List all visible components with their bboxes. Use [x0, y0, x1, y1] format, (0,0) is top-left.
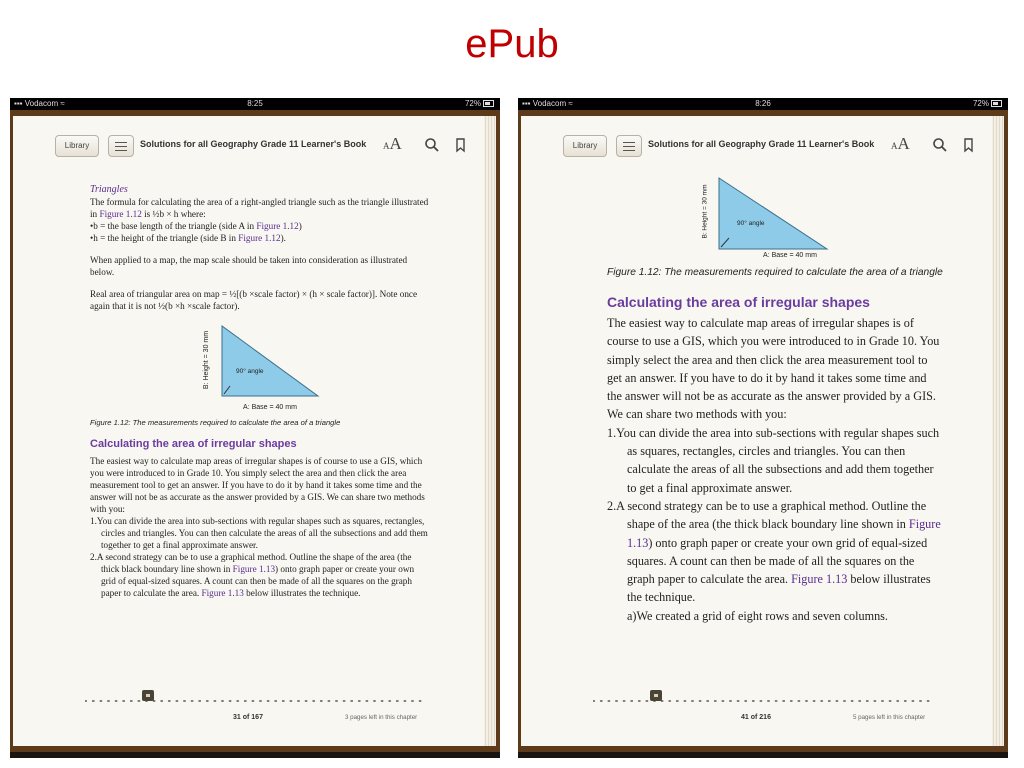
pages-left: 5 pages left in this chapter	[853, 714, 926, 721]
toc-button[interactable]	[616, 135, 642, 157]
battery-status: 72%	[465, 98, 494, 110]
search-icon	[424, 137, 440, 153]
battery-icon	[483, 100, 494, 107]
bullet-b: •b = the base length of the triangle (side A in Figure 1.12)	[90, 221, 302, 231]
signal-icon: ▪▪▪	[522, 99, 531, 108]
book-title: Solutions for all Geography Grade 11 Learner's Book	[648, 139, 875, 149]
ipad-screenshot-right	[518, 98, 1008, 758]
section-heading: Calculating the area of irregular shapes	[607, 294, 870, 310]
section-heading: Calculating the area of irregular shapes	[90, 438, 297, 450]
ipad-screenshot-left	[10, 98, 500, 758]
scrubber-thumb[interactable]	[650, 690, 662, 701]
scrubber-dots	[85, 697, 424, 705]
figure-link[interactable]: Figure 1.13	[791, 572, 848, 587]
angle-label: 90° angle	[737, 220, 765, 227]
status-bar	[518, 98, 1008, 110]
figure-caption: Figure 1.12: The measurements required to calculate the area of a triangle	[607, 267, 943, 278]
base-label: A: Base = 40 mm	[243, 404, 297, 411]
angle-label: 90° angle	[236, 368, 264, 375]
book-frame	[518, 110, 1008, 752]
figure-link[interactable]: Figure 1.12	[256, 221, 299, 231]
paragraph: When applied to a map, the map scale should be taken into consideration as illustrated below.	[90, 255, 408, 277]
list-item: 2.A second strategy can be to use a graphical method. Outline the shape of the area (the thick black boundary line shown in Figure 1.13) onto graph paper or create your own grid of equal-sized squares. A count can then be made of all the squares on the graph paper to calculate the area. Figure 1.13 below illustrates the technique.	[90, 552, 415, 598]
paragraph: The formula for calculating the area of a right-angled triangle such as the triangle illustrated in Figure 1.12 is ½b × h where:	[90, 197, 429, 219]
figure-link[interactable]: Figure 1.12	[99, 209, 142, 219]
book-page[interactable]	[521, 116, 992, 746]
battery-status: 72%	[973, 98, 1002, 110]
reader-toolbar	[13, 134, 484, 158]
scrubber-thumb[interactable]	[142, 690, 154, 701]
list-item: 1.You can divide the area into sub-sections with regular shapes such as squares, rectangles, circles and triangles. You can then calculate the areas of all the subsections and add them together to get a final approximate answer.	[90, 516, 428, 550]
wifi-icon: ≈	[568, 99, 573, 108]
figure-link[interactable]: Figure 1.12	[238, 233, 281, 243]
figure-link[interactable]: Figure 1.13	[627, 517, 941, 550]
triangle-diagram	[607, 176, 943, 262]
bookmark-button[interactable]	[961, 137, 977, 153]
clock: 8:26	[755, 99, 771, 108]
bookmark-icon	[453, 137, 469, 153]
page-content	[607, 176, 943, 625]
triangles-heading: Triangles	[90, 184, 128, 195]
page-scrubber[interactable]	[593, 692, 932, 700]
search-button[interactable]	[932, 137, 948, 153]
status-bar	[10, 98, 500, 110]
page-scrubber[interactable]	[85, 692, 424, 700]
figure-link[interactable]: Figure 1.13	[232, 564, 276, 574]
search-button[interactable]	[424, 137, 440, 153]
slide-title: ePub	[465, 22, 559, 66]
page-footer	[13, 692, 484, 738]
list-item: 2.A second strategy can be to use a graphical method. Outline the shape of the area (the thick black boundary line shown in Figure 1.13) onto graph paper or create your own grid of equal-sized squares. A count can then be made of all the squares on the graph paper to calculate the area. Figure 1.13 below illustrates the technique.	[607, 498, 941, 605]
page-number: 41 of 216	[741, 714, 771, 721]
triangle-figure	[90, 318, 430, 418]
font-size-button[interactable]: AA	[383, 134, 402, 153]
carrier: ▪▪▪ Vodacom ≈	[14, 99, 65, 108]
book-page[interactable]	[13, 116, 484, 746]
list-item: 1.You can divide the area into sub-sections with regular shapes such as squares, rectangles, circles and triangles. You can then calculate the areas of all the subsections and add them together to get a final approximate answer.	[607, 425, 940, 495]
scrubber-dots	[593, 697, 932, 705]
clock: 8:25	[247, 99, 263, 108]
battery-icon	[991, 100, 1002, 107]
paragraph: The easiest way to calculate map areas of irregular shapes is of course to use a GIS, which you were introduced to in Grade 10. You simply select the area and then click the area measurement tool to get an answer. If you have to do it by hand it takes some time and the answer will not be as accurate as the answer provided by a GIS. We can share two methods with you:	[607, 316, 940, 422]
list-item: a)We created a grid of eight rows and seven columns.	[627, 608, 888, 623]
page-content	[90, 184, 430, 599]
triangle-figure	[607, 176, 943, 262]
book-title: Solutions for all Geography Grade 11 Learner's Book	[140, 139, 367, 149]
figure-caption: Figure 1.12: The measurements required to calculate the area of a triangle	[90, 418, 341, 427]
page-footer	[521, 692, 992, 738]
toc-button[interactable]	[108, 135, 134, 157]
bookmark-icon	[961, 137, 977, 153]
search-icon	[932, 137, 948, 153]
wifi-icon: ≈	[60, 99, 65, 108]
base-label: A: Base = 40 mm	[763, 252, 817, 259]
bullet-h: •h = the height of the triangle (side B in Figure 1.12).	[90, 233, 286, 243]
paragraph: The easiest way to calculate map areas of irregular shapes is of course to use a GIS, which you were introduced to in Grade 10. You simply select the area and then click the area measurement tool to get an answer. If you have to do it by hand it takes some time and the answer will not be as accurate as the answer provided by a GIS. We can share two methods with you:	[90, 456, 425, 514]
signal-icon: ▪▪▪	[14, 99, 23, 108]
pages-left: 3 pages left in this chapter	[345, 714, 418, 721]
figure-link[interactable]: Figure 1.13	[201, 588, 244, 598]
reader-toolbar	[521, 134, 992, 158]
bookmark-button[interactable]	[453, 137, 469, 153]
paragraph: Real area of triangular area on map = ½[(b ×scale factor) × (h × scale factor)]. Note once again that it is not ½(b ×h ×scale factor).	[90, 289, 418, 311]
library-button[interactable]: Library	[55, 135, 99, 157]
font-size-button[interactable]: AA	[891, 134, 910, 153]
carrier: ▪▪▪ Vodacom ≈	[522, 99, 573, 108]
library-button[interactable]: Library	[563, 135, 607, 157]
page-number: 31 of 167	[233, 714, 263, 721]
height-label: B: Height = 30 mm	[701, 184, 709, 239]
book-frame	[10, 110, 500, 752]
height-label: B: Height = 30 mm	[203, 330, 210, 390]
